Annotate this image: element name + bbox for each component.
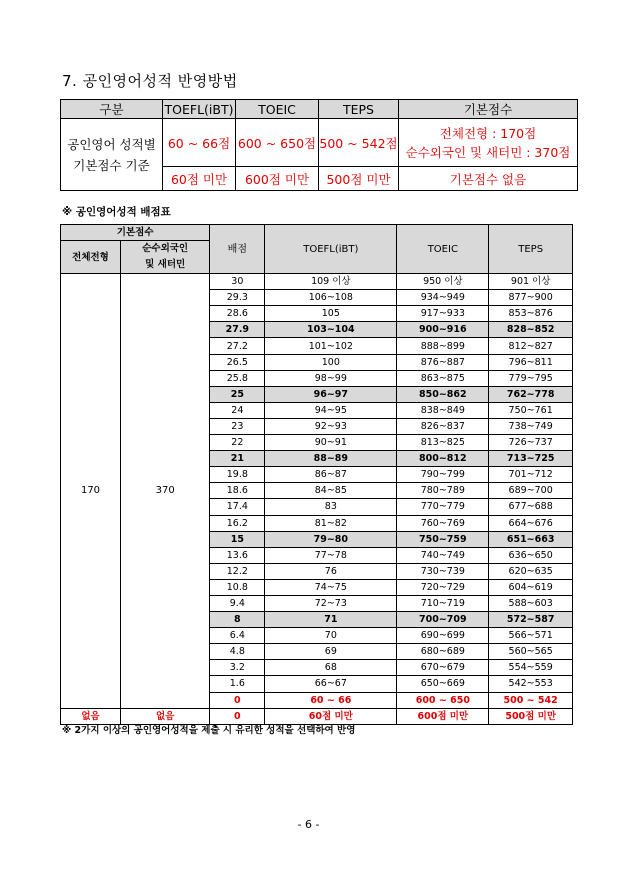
teps-cell: 738~749 — [489, 418, 573, 434]
toeic-cell: 826~837 — [397, 418, 489, 434]
score-cell: 12.2 — [210, 563, 265, 579]
score-cell: 13.6 — [210, 547, 265, 563]
toeic-cell: 813~825 — [397, 435, 489, 451]
toeic-cell: 670~679 — [397, 660, 489, 676]
teps-cell: 677~688 — [489, 499, 573, 515]
toefl-cell: 101~102 — [265, 338, 397, 354]
row-label: 공인영어 성적별 기본점수 기준 — [61, 119, 163, 191]
score-cell: 21 — [210, 451, 265, 467]
toefl-cell: 69 — [265, 644, 397, 660]
teps-cell: 701~712 — [489, 467, 573, 483]
toeic-cell: 800~812 — [397, 451, 489, 467]
toefl-cell: 74~75 — [265, 579, 397, 595]
score-cell: 26.5 — [210, 354, 265, 370]
teps-cell: 620~635 — [489, 563, 573, 579]
teps-cell: 779~795 — [489, 370, 573, 386]
score-cell: 1.6 — [210, 676, 265, 692]
toeic-cell: 700~709 — [397, 612, 489, 628]
toefl-cell: 96~97 — [265, 386, 397, 402]
score-cell: 27.9 — [210, 322, 265, 338]
score-cell: 8 — [210, 612, 265, 628]
last-total-cell: 없음 — [61, 708, 121, 724]
section-title: 7. 공인영어성적 반영방법 — [62, 72, 238, 90]
teps-cell: 566~571 — [489, 628, 573, 644]
teps-cell: 651~663 — [489, 531, 573, 547]
toefl-cell: 68 — [265, 660, 397, 676]
toefl-cell: 66~67 — [265, 676, 397, 692]
teps-cell: 500 ~ 542 — [489, 692, 573, 708]
teps-cell: 560~565 — [489, 644, 573, 660]
score-cell: 28.6 — [210, 306, 265, 322]
teps-cell: 588~603 — [489, 595, 573, 611]
score-cell: 4.8 — [210, 644, 265, 660]
english-score-criteria-table — [60, 99, 578, 191]
toefl-cell: 83 — [265, 499, 397, 515]
last-foreign-cell: 없음 — [121, 708, 210, 724]
toefl-cell: 109 이상 — [265, 274, 397, 290]
score-cell: 30 — [210, 274, 265, 290]
toefl-cell: 86~87 — [265, 467, 397, 483]
score-cell: 6.4 — [210, 628, 265, 644]
toefl-cell: 71 — [265, 612, 397, 628]
teps-cell: 664~676 — [489, 515, 573, 531]
toefl-cell: 88~89 — [265, 451, 397, 467]
subheader-foreign: 순수외국인 및 새터민 — [121, 241, 210, 274]
toeic-cell: 770~779 — [397, 499, 489, 515]
header-category: 구분 — [61, 100, 163, 119]
toefl-cell: 105 — [265, 306, 397, 322]
base-total-cell: 170 — [61, 274, 121, 709]
score-cell: 16.2 — [210, 515, 265, 531]
toeic-cell: 740~749 — [397, 547, 489, 563]
toeic-cell: 680~689 — [397, 644, 489, 660]
toeic-range: 600 ~ 650점 — [236, 119, 319, 167]
score-cell: 22 — [210, 435, 265, 451]
score-cell: 18.6 — [210, 483, 265, 499]
header-points: 배점 — [210, 225, 265, 274]
teps-range: 500 ~ 542점 — [319, 119, 399, 167]
header-teps: TEPS — [319, 100, 399, 119]
last-toeic-cell: 600점 미만 — [397, 708, 489, 724]
toeic-cell: 876~887 — [397, 354, 489, 370]
toeic-cell: 888~899 — [397, 338, 489, 354]
teps-cell: 877~900 — [489, 290, 573, 306]
header-teps-2: TEPS — [489, 225, 573, 274]
toefl-cell: 76 — [265, 563, 397, 579]
teps-cell: 726~737 — [489, 435, 573, 451]
english-score-points-table — [60, 224, 573, 725]
header-toefl: TOEFL(iBT) — [163, 100, 236, 119]
subheader-all: 전체전형 — [61, 241, 121, 274]
score-cell: 10.8 — [210, 579, 265, 595]
toeic-cell: 850~862 — [397, 386, 489, 402]
teps-cell: 853~876 — [489, 306, 573, 322]
no-base-score: 기본점수 없음 — [399, 167, 578, 191]
group-header-base: 기본점수 — [61, 225, 210, 241]
teps-cell: 828~852 — [489, 322, 573, 338]
last-toefl-cell: 60점 미만 — [265, 708, 397, 724]
toeic-below: 600점 미만 — [236, 167, 319, 191]
score-cell: 27.2 — [210, 338, 265, 354]
toeic-cell: 710~719 — [397, 595, 489, 611]
score-cell: 9.4 — [210, 595, 265, 611]
toefl-cell: 106~108 — [265, 290, 397, 306]
teps-cell: 812~827 — [489, 338, 573, 354]
toeic-cell: 600 ~ 650 — [397, 692, 489, 708]
toefl-cell: 72~73 — [265, 595, 397, 611]
toefl-cell: 98~99 — [265, 370, 397, 386]
toeic-cell: 650~669 — [397, 676, 489, 692]
toeic-cell: 730~739 — [397, 563, 489, 579]
toefl-cell: 60 ~ 66 — [265, 692, 397, 708]
teps-cell: 604~619 — [489, 579, 573, 595]
toeic-cell: 690~699 — [397, 628, 489, 644]
toefl-range: 60 ~ 66점 — [163, 119, 236, 167]
score-cell: 29.3 — [210, 290, 265, 306]
toefl-cell: 79~80 — [265, 531, 397, 547]
toefl-cell: 100 — [265, 354, 397, 370]
teps-cell: 689~700 — [489, 483, 573, 499]
teps-cell: 542~553 — [489, 676, 573, 692]
toeic-cell: 838~849 — [397, 402, 489, 418]
toefl-cell: 90~91 — [265, 435, 397, 451]
toefl-below: 60점 미만 — [163, 167, 236, 191]
last-score-cell: 0 — [210, 708, 265, 724]
score-cell: 19.8 — [210, 467, 265, 483]
teps-cell: 554~559 — [489, 660, 573, 676]
score-cell: 23 — [210, 418, 265, 434]
score-cell: 15 — [210, 531, 265, 547]
table-row — [61, 274, 573, 290]
toefl-cell: 92~93 — [265, 418, 397, 434]
last-teps-cell: 500점 미만 — [489, 708, 573, 724]
toeic-cell: 750~759 — [397, 531, 489, 547]
score-cell: 25 — [210, 386, 265, 402]
header-toeic-2: TOEIC — [397, 225, 489, 274]
score-cell: 0 — [210, 692, 265, 708]
toefl-cell: 84~85 — [265, 483, 397, 499]
toeic-cell: 863~875 — [397, 370, 489, 386]
toeic-cell: 917~933 — [397, 306, 489, 322]
toefl-cell: 77~78 — [265, 547, 397, 563]
teps-cell: 750~761 — [489, 402, 573, 418]
score-cell: 24 — [210, 402, 265, 418]
toeic-cell: 790~799 — [397, 467, 489, 483]
teps-cell: 762~778 — [489, 386, 573, 402]
toeic-cell: 950 이상 — [397, 274, 489, 290]
score-cell: 3.2 — [210, 660, 265, 676]
base-score-values: 전체전형 : 170점 순수외국인 및 새터민 : 370점 — [399, 119, 578, 167]
teps-cell: 572~587 — [489, 612, 573, 628]
toefl-cell: 94~95 — [265, 402, 397, 418]
teps-cell: 901 이상 — [489, 274, 573, 290]
toefl-cell: 81~82 — [265, 515, 397, 531]
teps-cell: 796~811 — [489, 354, 573, 370]
score-cell: 25.8 — [210, 370, 265, 386]
toeic-cell: 780~789 — [397, 483, 489, 499]
toeic-cell: 720~729 — [397, 579, 489, 595]
header-base-score: 기본점수 — [399, 100, 578, 119]
base-foreign-cell: 370 — [121, 274, 210, 709]
page-number: - 6 - — [297, 818, 320, 831]
header-toefl-2: TOEFL(iBT) — [265, 225, 397, 274]
teps-cell: 713~725 — [489, 451, 573, 467]
teps-below: 500점 미만 — [319, 167, 399, 191]
toefl-cell: 103~104 — [265, 322, 397, 338]
toefl-cell: 70 — [265, 628, 397, 644]
toeic-cell: 760~769 — [397, 515, 489, 531]
toeic-cell: 900~916 — [397, 322, 489, 338]
header-toeic: TOEIC — [236, 100, 319, 119]
score-cell: 17.4 — [210, 499, 265, 515]
teps-cell: 636~650 — [489, 547, 573, 563]
toeic-cell: 934~949 — [397, 290, 489, 306]
score-table-note: ※ 공인영어성적 배점표 — [62, 206, 171, 218]
footnote: ※ 2가지 이상의 공인영어성적을 제출 시 유리한 성적을 선택하여 반영 — [62, 725, 356, 736]
